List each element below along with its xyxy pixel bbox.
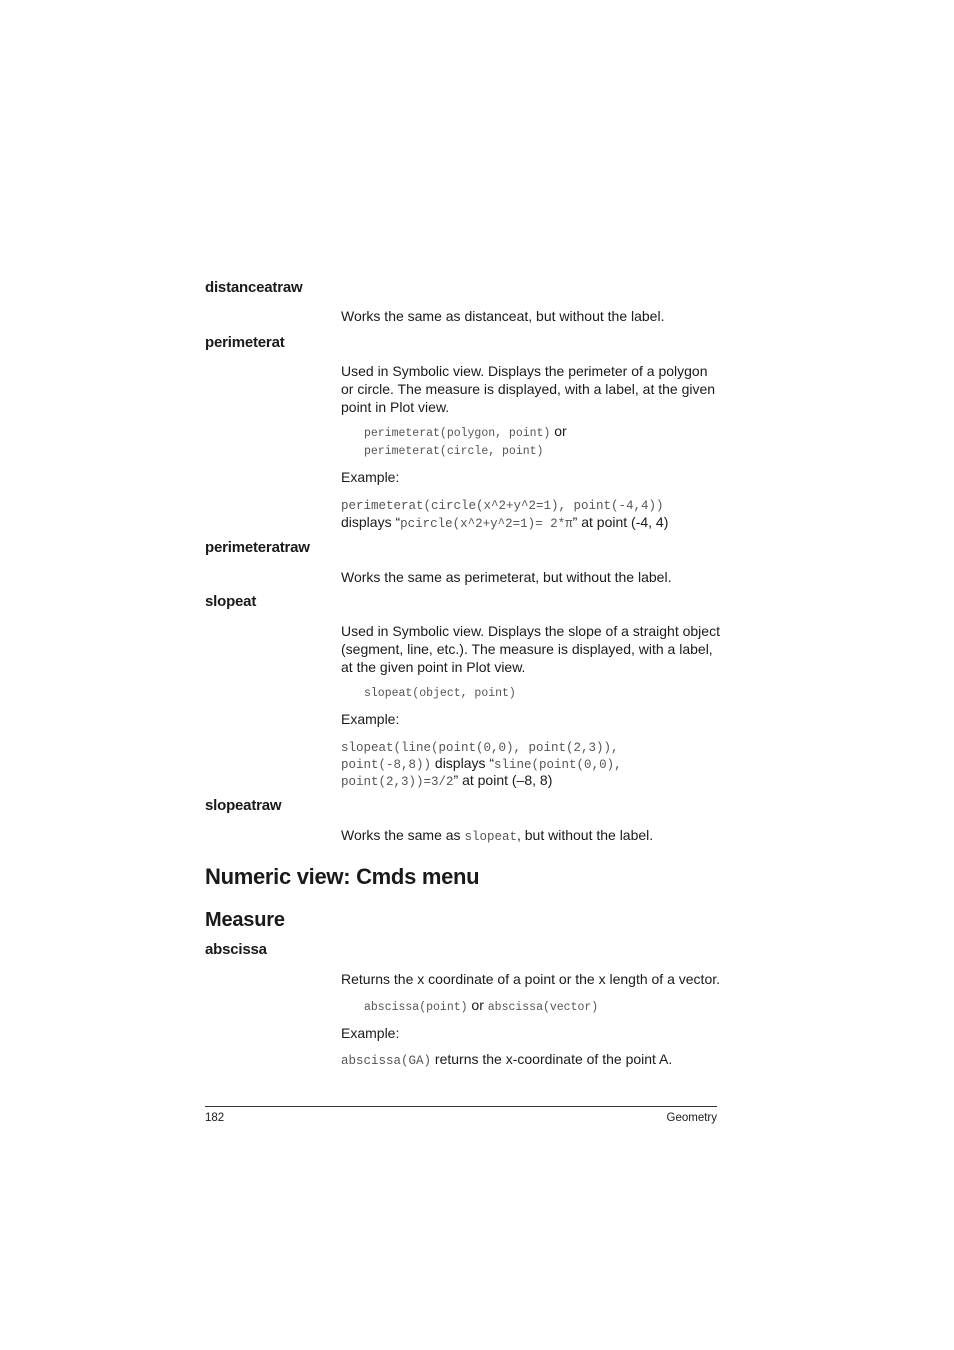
heading-distanceatraw: distanceatraw	[205, 279, 303, 296]
syntax-code: slopeat(object, point)	[364, 687, 516, 700]
subsection-title: Measure	[205, 909, 285, 931]
desc-slopeatraw	[341, 826, 721, 846]
example-label-abscissa: Example:	[341, 1025, 400, 1041]
chapter-name: Geometry	[666, 1112, 717, 1124]
desc-perimeterat: Used in Symbolic view. Displays the perimeter of a polygon or circle. The measure is displayed, with a label, at the given point in Plot view.	[341, 363, 716, 415]
syntax-code: perimeterat(circle, point)	[364, 445, 544, 458]
result-code: pcircle(x^2+y^2=1)= 2*π	[400, 517, 573, 531]
example-code: slopeat(line(point(0,0), point(2,3)),	[341, 741, 619, 755]
example-code: abscissa(GA)	[341, 1054, 432, 1068]
displays-text: displays “	[341, 514, 401, 530]
syntax-code: perimeterat(polygon, point)	[364, 427, 551, 440]
example-result-perimeterat	[341, 513, 721, 533]
syntax-or: or	[554, 423, 567, 439]
page-number: 182	[205, 1112, 225, 1124]
syntax-perimeterat-polygon	[364, 423, 567, 442]
example-result-slopeat	[341, 771, 721, 791]
example-abscissa	[341, 1050, 721, 1070]
example-tail: returns the x-coordinate of the point A.	[431, 1051, 673, 1067]
section-title: Numeric view: Cmds menu	[205, 864, 480, 889]
result-code: sline(point(0,0),	[494, 758, 622, 772]
syntax-perimeterat-circle	[364, 441, 543, 460]
desc-distanceatraw: Works the same as distanceat, but without the label.	[341, 308, 665, 324]
heading-slopeat: slopeat	[205, 593, 257, 610]
displays-text: displays “	[431, 755, 495, 771]
desc-slopeat: Used in Symbolic view. Displays the slope of a straight object (segment, line, etc.). The measure is displayed, with a label, at the given point in Plot view.	[341, 623, 720, 675]
example-label-slopeat: Example:	[341, 711, 400, 727]
syntax-abscissa	[364, 997, 598, 1016]
desc-abscissa: Returns the x coordinate of a point or the x length of a vector.	[341, 971, 721, 987]
desc-text: , but without the label.	[516, 827, 654, 843]
result-code: point(2,3))=3/2	[341, 775, 454, 789]
heading-slopeatraw: slopeatraw	[205, 797, 282, 814]
syntax-or: or	[471, 997, 484, 1013]
syntax-code: abscissa(point)	[364, 1001, 468, 1014]
example-label-perimeterat: Example:	[341, 469, 400, 485]
syntax-slopeat	[364, 683, 516, 702]
syntax-code: abscissa(vector)	[487, 1001, 599, 1014]
heading-perimeteratraw: perimeteratraw	[205, 539, 310, 556]
footer-rule	[205, 1106, 717, 1107]
desc-code: slopeat	[464, 830, 517, 844]
heading-abscissa: abscissa	[205, 941, 267, 958]
example-code-perimeterat	[341, 495, 721, 515]
desc-text: Works the same as	[341, 827, 465, 843]
result-tail: ” at point (-4, 4)	[572, 514, 669, 530]
example-code: perimeterat(circle(x^2+y^2=1), point(-4,4))	[341, 499, 664, 513]
heading-perimeterat: perimeterat	[205, 334, 285, 351]
result-tail: ” at point (–8, 8)	[453, 772, 553, 788]
desc-perimeteratraw: Works the same as perimeterat, but without the label.	[341, 569, 672, 585]
example-code: point(-8,8))	[341, 758, 432, 772]
